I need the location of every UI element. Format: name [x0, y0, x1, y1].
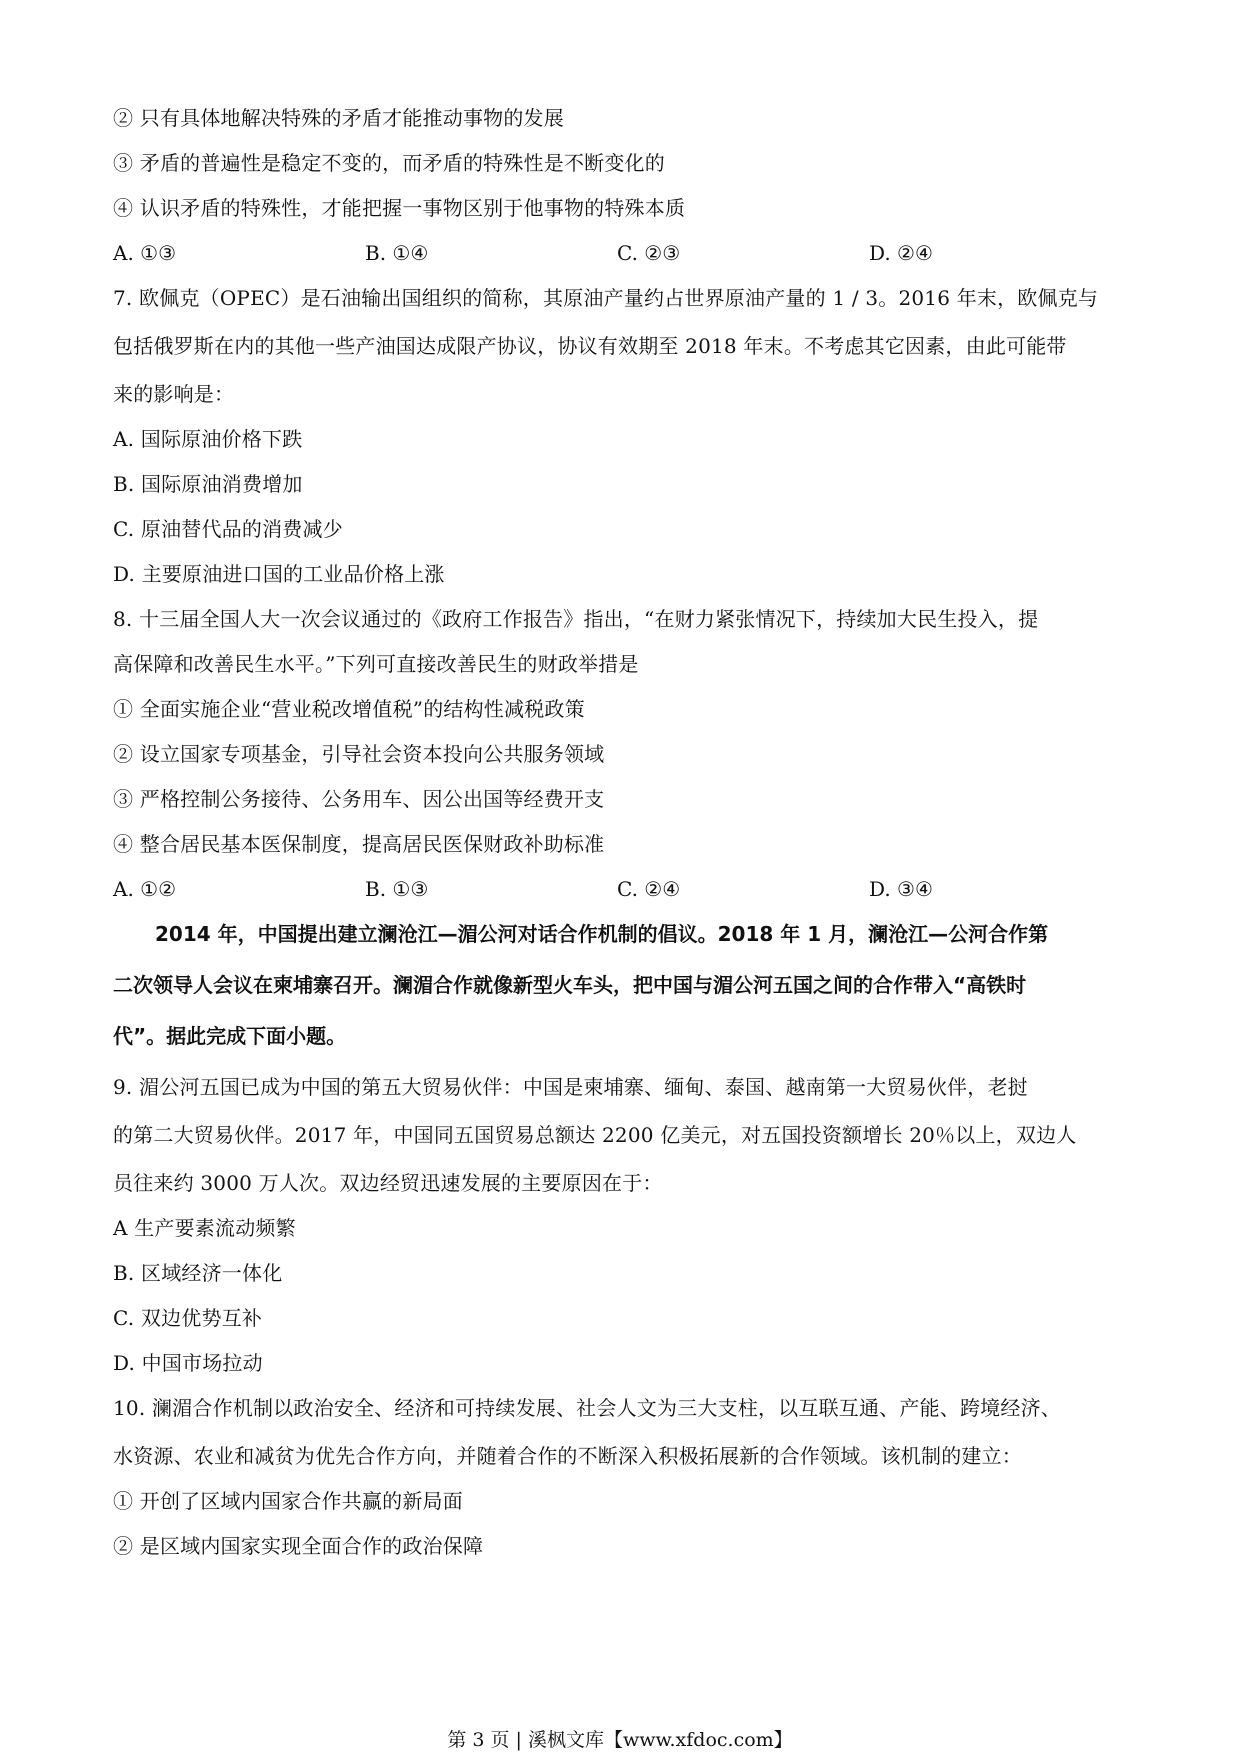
q8-item-2: ② 设立国家专项基金，引导社会资本投向公共服务领域 [113, 742, 605, 766]
q6-option-c: C. ②③ [617, 241, 681, 265]
q10-item-1: ① 开创了区域内国家合作共赢的新局面 [113, 1489, 463, 1513]
q7-option-a: A. 国际原油价格下跌 [113, 427, 303, 451]
q7-option-d: D. 主要原油进口国的工业品价格上涨 [113, 562, 445, 586]
q8-option-b: B. ①③ [365, 877, 429, 901]
q8-item-3: ③ 严格控制公务接待、公务用车、因公出国等经费开支 [113, 787, 605, 811]
q6-option-b: B. ①④ [365, 241, 429, 265]
page-footer: 第 3 页 | 溪枫文库【www.xfdoc.com】 [447, 1729, 793, 1751]
q8-option-a: A. ①② [113, 877, 177, 901]
q9-stem-line-1: 9. 湄公河五国已成为中国的第五大贸易伙伴：中国是柬埔寨、缅甸、泰国、越南第一大贸易伙伴，老挝 [113, 1075, 1028, 1099]
q10-stem-line-1: 10. 澜湄合作机制以政治安全、经济和可持续发展、社会人文为三大支柱，以互联互通、产能、跨境经济、 [113, 1396, 1061, 1420]
q6-item-2: ② 只有具体地解决特殊的矛盾才能推动事物的发展 [113, 106, 564, 130]
q6-item-3: ③ 矛盾的普遍性是稳定不变的，而矛盾的特殊性是不断变化的 [113, 151, 665, 175]
q9-option-a: A 生产要素流动频繁 [113, 1216, 296, 1240]
q6-option-d: D. ②④ [869, 241, 933, 265]
passage-line-1: 2014 年，中国提出建立澜沧江—湄公河对话合作机制的倡议。2018 年 1 月，澜沧江—公河合作第 [155, 922, 1049, 946]
q7-stem-line-1: 7. 欧佩克（OPEC）是石油输出国组织的简称，其原油产量约占世界原油产量的 1 / 3。2016 年末，欧佩克与 [113, 286, 1099, 310]
q9-stem-line-2: 的第二大贸易伙伴。2017 年，中国同五国贸易总额达 2200 亿美元，对五国投资额增长 20％以上，双边人 [113, 1123, 1077, 1147]
q9-option-c: C. 双边优势互补 [113, 1306, 263, 1330]
q7-stem-line-2: 包括俄罗斯在内的其他一些产油国达成限产协议，协议有效期至 2018 年末。不考虑其它因素，由此可能带 [113, 334, 1067, 358]
q10-item-2: ② 是区域内国家实现全面合作的政治保障 [113, 1534, 484, 1558]
q8-item-1: ① 全面实施企业“营业税改增值税”的结构性减税政策 [113, 697, 585, 721]
q6-option-a: A. ①③ [113, 241, 177, 265]
passage-line-3: 代”。据此完成下面小题。 [113, 1024, 347, 1048]
q8-option-d: D. ③④ [869, 877, 933, 901]
q8-option-c: C. ②④ [617, 877, 681, 901]
q7-stem-line-3: 来的影响是： [113, 382, 235, 406]
q7-option-c: C. 原油替代品的消费减少 [113, 517, 343, 541]
q9-option-b: B. 区域经济一体化 [113, 1261, 283, 1285]
q9-stem-line-3: 员往来约 3000 万人次。双边经贸迅速发展的主要原因在于： [113, 1171, 663, 1195]
q7-option-b: B. 国际原油消费增加 [113, 472, 303, 496]
q6-item-4: ④ 认识矛盾的特殊性，才能把握一事物区别于他事物的特殊本质 [113, 196, 686, 220]
q10-stem-line-2: 水资源、农业和减贫为优先合作方向，并随着合作的不断深入积极拓展新的合作领域。该机制的建立： [113, 1444, 1022, 1468]
q8-stem-line-2: 高保障和改善民生水平。”下列可直接改善民生的财政举措是 [113, 652, 639, 676]
q9-option-d: D. 中国市场拉动 [113, 1351, 263, 1375]
passage-line-2: 二次领导人会议在柬埔寨召开。澜湄合作就像新型火车头，把中国与湄公河五国之间的合作带入“高铁时 [113, 973, 1027, 997]
q8-item-4: ④ 整合居民基本医保制度，提高居民医保财政补助标准 [113, 832, 605, 856]
q8-stem-line-1: 8. 十三届全国人大一次会议通过的《政府工作报告》指出，“在财力紧张情况下，持续加大民生投入，提 [113, 607, 1039, 631]
